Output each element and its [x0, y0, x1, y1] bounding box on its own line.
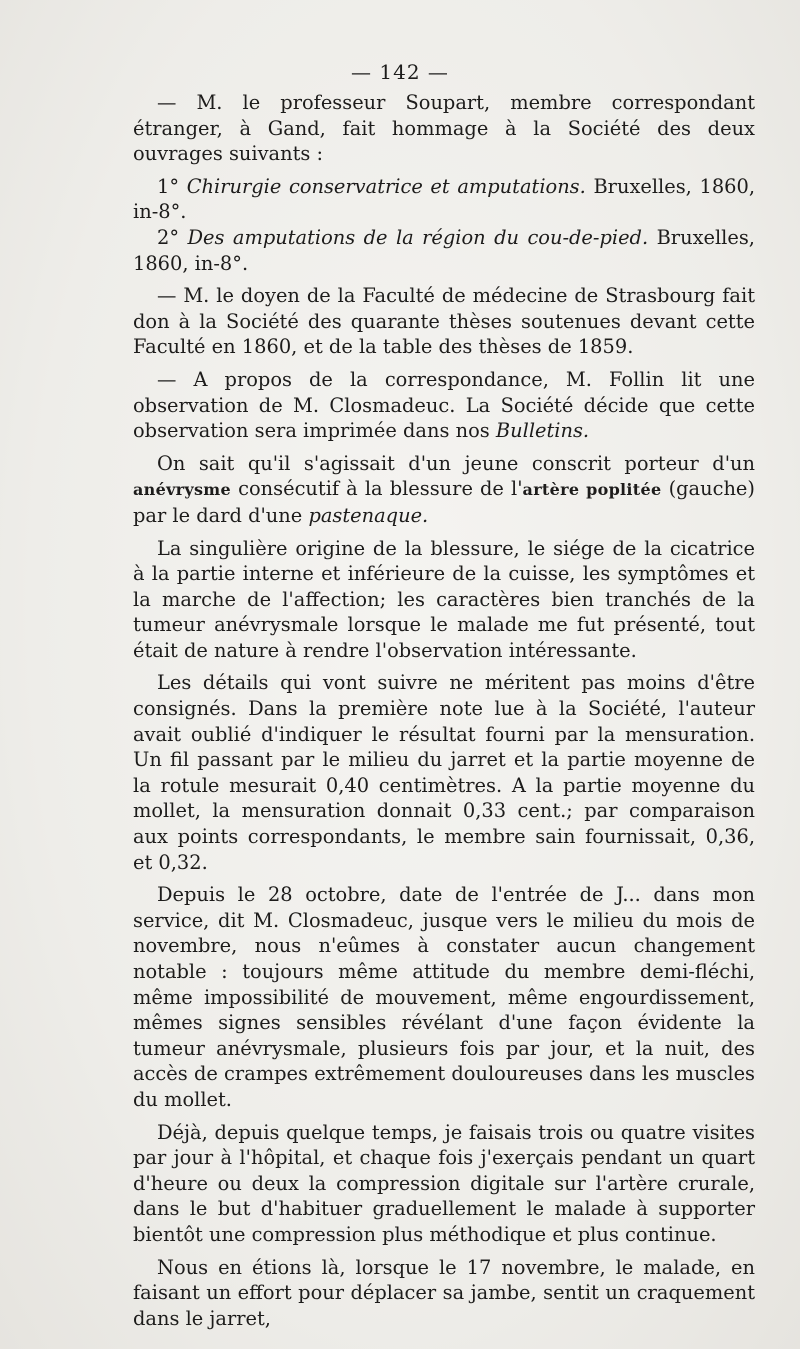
paragraph-correspondance	[133, 367, 755, 444]
paragraph-correspondance-text: — A propos de la correspondance, M. Follin lit une observation de M. Closmadeuc. La Société décide que cette observation sera imprimée dans nos	[133, 367, 755, 443]
work-item-1-details: Bruxelles, 1860, in-8°.	[133, 174, 755, 224]
conscrit-text-3: (gauche) par le dard d'une	[133, 477, 755, 527]
term-artere-poplitee: artère poplitée	[522, 480, 662, 500]
work-item-1-number: 1°	[157, 174, 180, 198]
paragraph-visites: Déjà, depuis quelque temps, je faisais trois ou quatre visites par jour à l'hôpital, et chaque fois j'exerçais pendant un quart d'heure ou deux la compression digitale sur l'artère crurale, dans le but d'habituer graduellement le malade à supporter bientôt une compression plus méthodique et plus continue.	[133, 1120, 755, 1246]
term-anevrysme: anévrysme	[133, 480, 232, 500]
page-body	[133, 90, 755, 1338]
term-pastenaque: pastenaque.	[308, 503, 429, 527]
paragraph-doyen: — M. le doyen de la Faculté de médecine de Strasbourg fait don à la Société des quarante thèses soutenues devant cette Faculté en 1860, et de la table des thèses de 1859.	[133, 284, 755, 359]
work-item-2-details: Bruxelles, 1860, in-8°.	[133, 225, 755, 275]
paragraph-soupart: — M. le professeur Soupart, membre correspondant étranger, à Gand, fait hommage à la Société des deux ouvrages suivants :	[133, 91, 755, 166]
work-item-2	[133, 225, 755, 276]
page-number: — 142 —	[351, 60, 449, 84]
paragraph-mensuration: Les détails qui vont suivre ne méritent pas moins d'être consignés. Dans la première note lue à la Société, l'auteur avait oublié d'indiquer le résultat fourni par la mensuration. Un fil passant par le milieu du jarret et la partie moyenne de la rotule mesurait 0,40 centimètres. A la partie moyenne du mollet, la mensuration donnait 0,33 cent.; par comparaison aux points correspondants, le membre sain fournissait, 0,36, et 0,32.	[133, 671, 755, 874]
conscrit-text-1: On sait qu'il s'agissait d'un jeune conscrit porteur d'un	[157, 451, 755, 475]
work-item-2-number: 2°	[157, 225, 180, 249]
paragraph-origine: La singulière origine de la blessure, le siége de la cicatrice à la partie interne et inférieure de la cuisse, les symptômes et la marche de l'affection; les caractères bien tranchés de la tumeur anévrysmale lorsque le malade me fut présenté, tout était de nature à rendre l'observation intéressante.	[133, 536, 755, 662]
work-item-1	[133, 174, 755, 225]
work-item-1-title: Chirurgie conservatrice et amputations.	[186, 174, 586, 198]
paragraph-octobre: Depuis le 28 octobre, date de l'entrée de J... dans mon service, dit M. Closmadeuc, jusque vers le milieu du mois de novembre, nous n'eûmes à constater aucun changement notable : toujours même attitude du membre demi-fléchi, même impossibilité de mouvement, même engourdissement, mêmes signes sensibles révélant d'une façon évidente la tumeur anévrysmale, plusieurs fois par jour, et la nuit, des accès de crampes extrêmement douloureuses dans les muscles du mollet.	[133, 883, 755, 1111]
paragraph-novembre: Nous en étions là, lorsque le 17 novembre, le malade, en faisant un effort pour déplacer sa jambe, sentit un craquement dans le jarret,	[133, 1255, 755, 1330]
bulletins-title: Bulletins.	[495, 419, 590, 443]
work-item-2-title: Des amputations de la région du cou-de-pied.	[187, 225, 649, 249]
conscrit-text-2: consécutif à la blessure de l'	[238, 477, 523, 501]
paragraph-conscrit	[133, 451, 755, 529]
